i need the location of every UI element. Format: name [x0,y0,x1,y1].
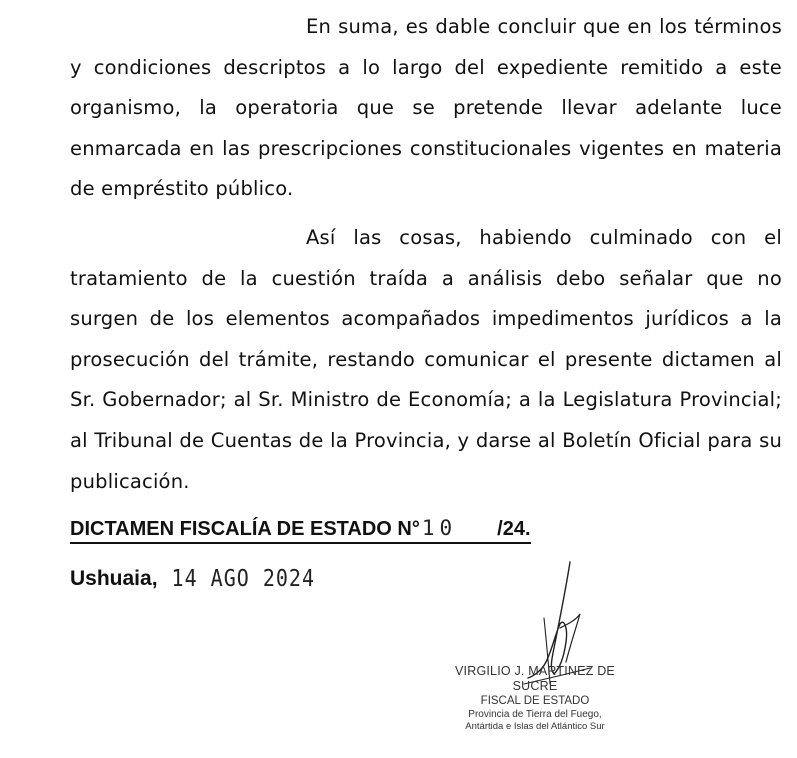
dictamen-number-stamp: 10 [421,516,458,540]
date-stamp: 14 AGO 2024 [171,564,315,592]
signature-block [445,664,625,733]
signer-province-line2: Antártida e Islas del Atlántico Sur [465,721,605,732]
dictamen-label: DICTAMEN FISCALÍA DE ESTADO N° [70,518,420,540]
signer-province-line1: Provincia de Tierra del Fuego, [468,709,602,720]
dictamen-number-line [70,516,531,544]
place-date-line [70,566,315,591]
dictamen-year: /24. [497,518,531,540]
paragraph-resolution: Así las cosas, habiendo culminado con el tratamiento de la cuestión traída a análisis debo señalar que no surgen de los elementos acompañados impedimentos jurídicos a la prosecución del trámite, restando comunicar el presente dictamen al Sr. Gobernador; al Sr. Ministro de Economía; a la Legislatura Provincial; al Tribunal de Cuentas de la Provincia, y darse al Boletín Oficial para su publicación. [70,226,782,493]
paragraph-conclusion: En suma, es dable concluir que en los términos y condiciones descriptos a lo largo del expediente remitido a este organismo, la operatoria que se pretende llevar adelante luce enmarcada en las prescripciones constitucionales vigentes en materia de empréstito público. [70,15,782,201]
signer-role: FISCAL DE ESTADO [480,695,590,707]
place-city: Ushuaia, [70,567,158,590]
signer-name: VIRGILIO J. MARTINEZ DE SUCRE [455,664,615,693]
